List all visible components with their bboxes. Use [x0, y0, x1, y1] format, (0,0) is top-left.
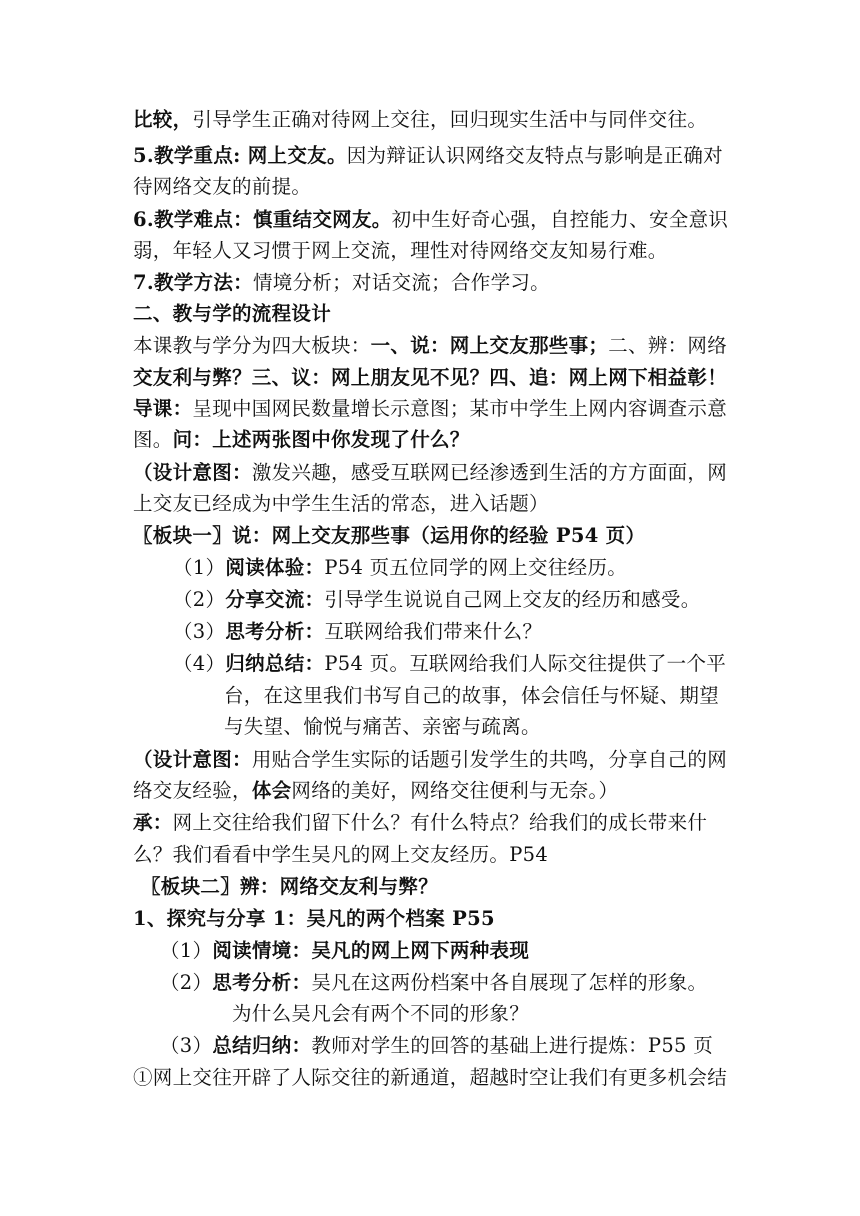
list-number: （2）: [160, 971, 213, 994]
block-one-heading: 〖板块一〗说：网上交友那些事（运用你的经验 P54 页）: [133, 524, 646, 547]
paragraph-line: 交友利与弊？三、议：网上朋友见不见？四、追：网上网下相益彰！: [133, 366, 728, 389]
transition-line: [133, 808, 707, 838]
teaching-method-heading: 7.教学方法：: [133, 271, 253, 294]
paragraph-line: [133, 776, 618, 806]
list-number: （4）: [173, 652, 226, 675]
list-item: [160, 968, 707, 998]
body-text: 引导学生正确对待网上交往，回归现实生活中与同伴交往。: [192, 108, 708, 131]
paragraph-line: ①网上交往开辟了人际交往的新通道，超越时空让我们有更多机会结: [133, 1066, 728, 1089]
body-text: 弱，年轻人又习惯于网上交流，理性对待网络交友知易行难。: [133, 239, 668, 262]
teaching-method-line: [133, 268, 550, 298]
list-number: （3）: [173, 620, 226, 643]
teaching-difficulty-heading: 6.教学难点：慎重结交网友。: [133, 208, 392, 231]
body-text: 图。: [133, 428, 173, 451]
body-text: 初中生好奇心强，自控能力、安全意识: [391, 208, 729, 231]
list-item-continuation: 与失望、愉悦与痛苦、亲密与疏离。: [224, 715, 541, 738]
body-text: 呈现中国网民数量增长示意图；某市中学生上网内容调查示意: [192, 397, 728, 420]
paragraph-line: 么？我们看看中学生吴凡的网上交友经历。P54: [133, 843, 549, 866]
list-number: （2）: [173, 588, 226, 611]
body-text: P54 页。互联网给我们人际交往提供了一个平: [324, 652, 727, 675]
paragraph-line: [133, 105, 707, 135]
body-text: 情境分析；对话交流；合作学习。: [252, 271, 550, 294]
paragraph-line: [133, 331, 727, 361]
list-label: 总结归纳：: [212, 1034, 312, 1057]
body-text: 因为辩证认识网络交友特点与影响是正确对: [346, 144, 723, 167]
list-number: （3）: [160, 1034, 213, 1057]
paragraph-line: [133, 172, 311, 202]
body-text: 上交友已经成为中学生生活的常态，进入话题）: [133, 492, 549, 515]
list-item: [160, 936, 529, 966]
body-text: 用贴合学生实际的话题引发学生的共鸣，分享自己的网: [251, 748, 728, 771]
body-text: 互联网给我们带来什么？: [324, 620, 543, 643]
teaching-focus-line: [133, 141, 723, 171]
body-text: 网络的美好，网络交往便利与无奈。）: [291, 779, 619, 802]
list-label: 阅读情境：吴凡的网上网下两种表现: [212, 939, 530, 962]
list-number: （1）: [173, 556, 226, 579]
transition-heading: 承：: [133, 811, 173, 834]
list-item: [173, 649, 726, 679]
body-text: 激发兴趣，感受互联网已经渗透到生活的方方面面，网: [251, 461, 728, 484]
block-two-heading: 〖板块二〗辨：网络交友利与弊？: [141, 875, 439, 898]
teaching-difficulty-line: [133, 205, 728, 235]
paragraph-line: [133, 236, 668, 266]
body-text: 络交友经验，: [133, 779, 252, 802]
design-intent-line: [133, 745, 727, 775]
teaching-focus-heading: 5.教学重点: 网上交友。: [133, 144, 347, 167]
body-text: P54 页五位同学的网上交往经历。: [324, 556, 628, 579]
bold-text: 体会: [251, 779, 292, 802]
bold-text: 一、说：网上交友那些事；: [370, 334, 609, 357]
list-item-continuation: 为什么吴凡会有两个不同的形象？: [232, 1002, 530, 1025]
list-label: 思考分析：: [212, 971, 312, 994]
list-label: 阅读体验：: [225, 556, 325, 579]
list-item: [173, 585, 701, 615]
paragraph-line: [133, 425, 470, 455]
bold-text: 比较，: [133, 108, 193, 131]
question-text: 问：上述两张图中你发现了什么？: [172, 428, 470, 451]
body-text: 本课教与学分为四大板块：: [133, 334, 371, 357]
design-intent-heading: （设计意图：: [133, 748, 252, 771]
list-item: [173, 617, 542, 647]
body-text: 教师对学生的回答的基础上进行提炼：P55 页: [311, 1034, 714, 1057]
list-item: [160, 1031, 713, 1061]
body-text: 网上交往给我们留下什么？有什么特点？给我们的成长带来什: [172, 811, 708, 834]
body-text: 待网络交友的前提。: [133, 175, 312, 198]
body-text: 吴凡在这两份档案中各自展现了怎样的形象。: [311, 971, 708, 994]
intro-heading: 导课：: [133, 397, 193, 420]
list-label: 归纳总结：: [225, 652, 325, 675]
design-intent-line: [133, 458, 727, 488]
body-text: 二、辨：网络: [608, 334, 728, 357]
design-intent-heading: （设计意图：: [133, 461, 252, 484]
list-label: 思考分析：: [225, 620, 325, 643]
paragraph-line: [133, 489, 549, 519]
list-number: （1）: [160, 939, 213, 962]
section-heading: 二、教与学的流程设计: [133, 302, 332, 325]
explore-share-heading: 1、探究与分享 1：吴凡的两个档案 P55: [133, 907, 495, 930]
list-item-continuation: 台，在这里我们书写自己的故事，体会信任与怀疑、期望: [224, 684, 720, 707]
list-label: 分享交流：: [225, 588, 325, 611]
body-text: 引导学生说说自己网上交友的经历和感受。: [324, 588, 701, 611]
list-item: [173, 553, 627, 583]
intro-line: [133, 394, 727, 424]
